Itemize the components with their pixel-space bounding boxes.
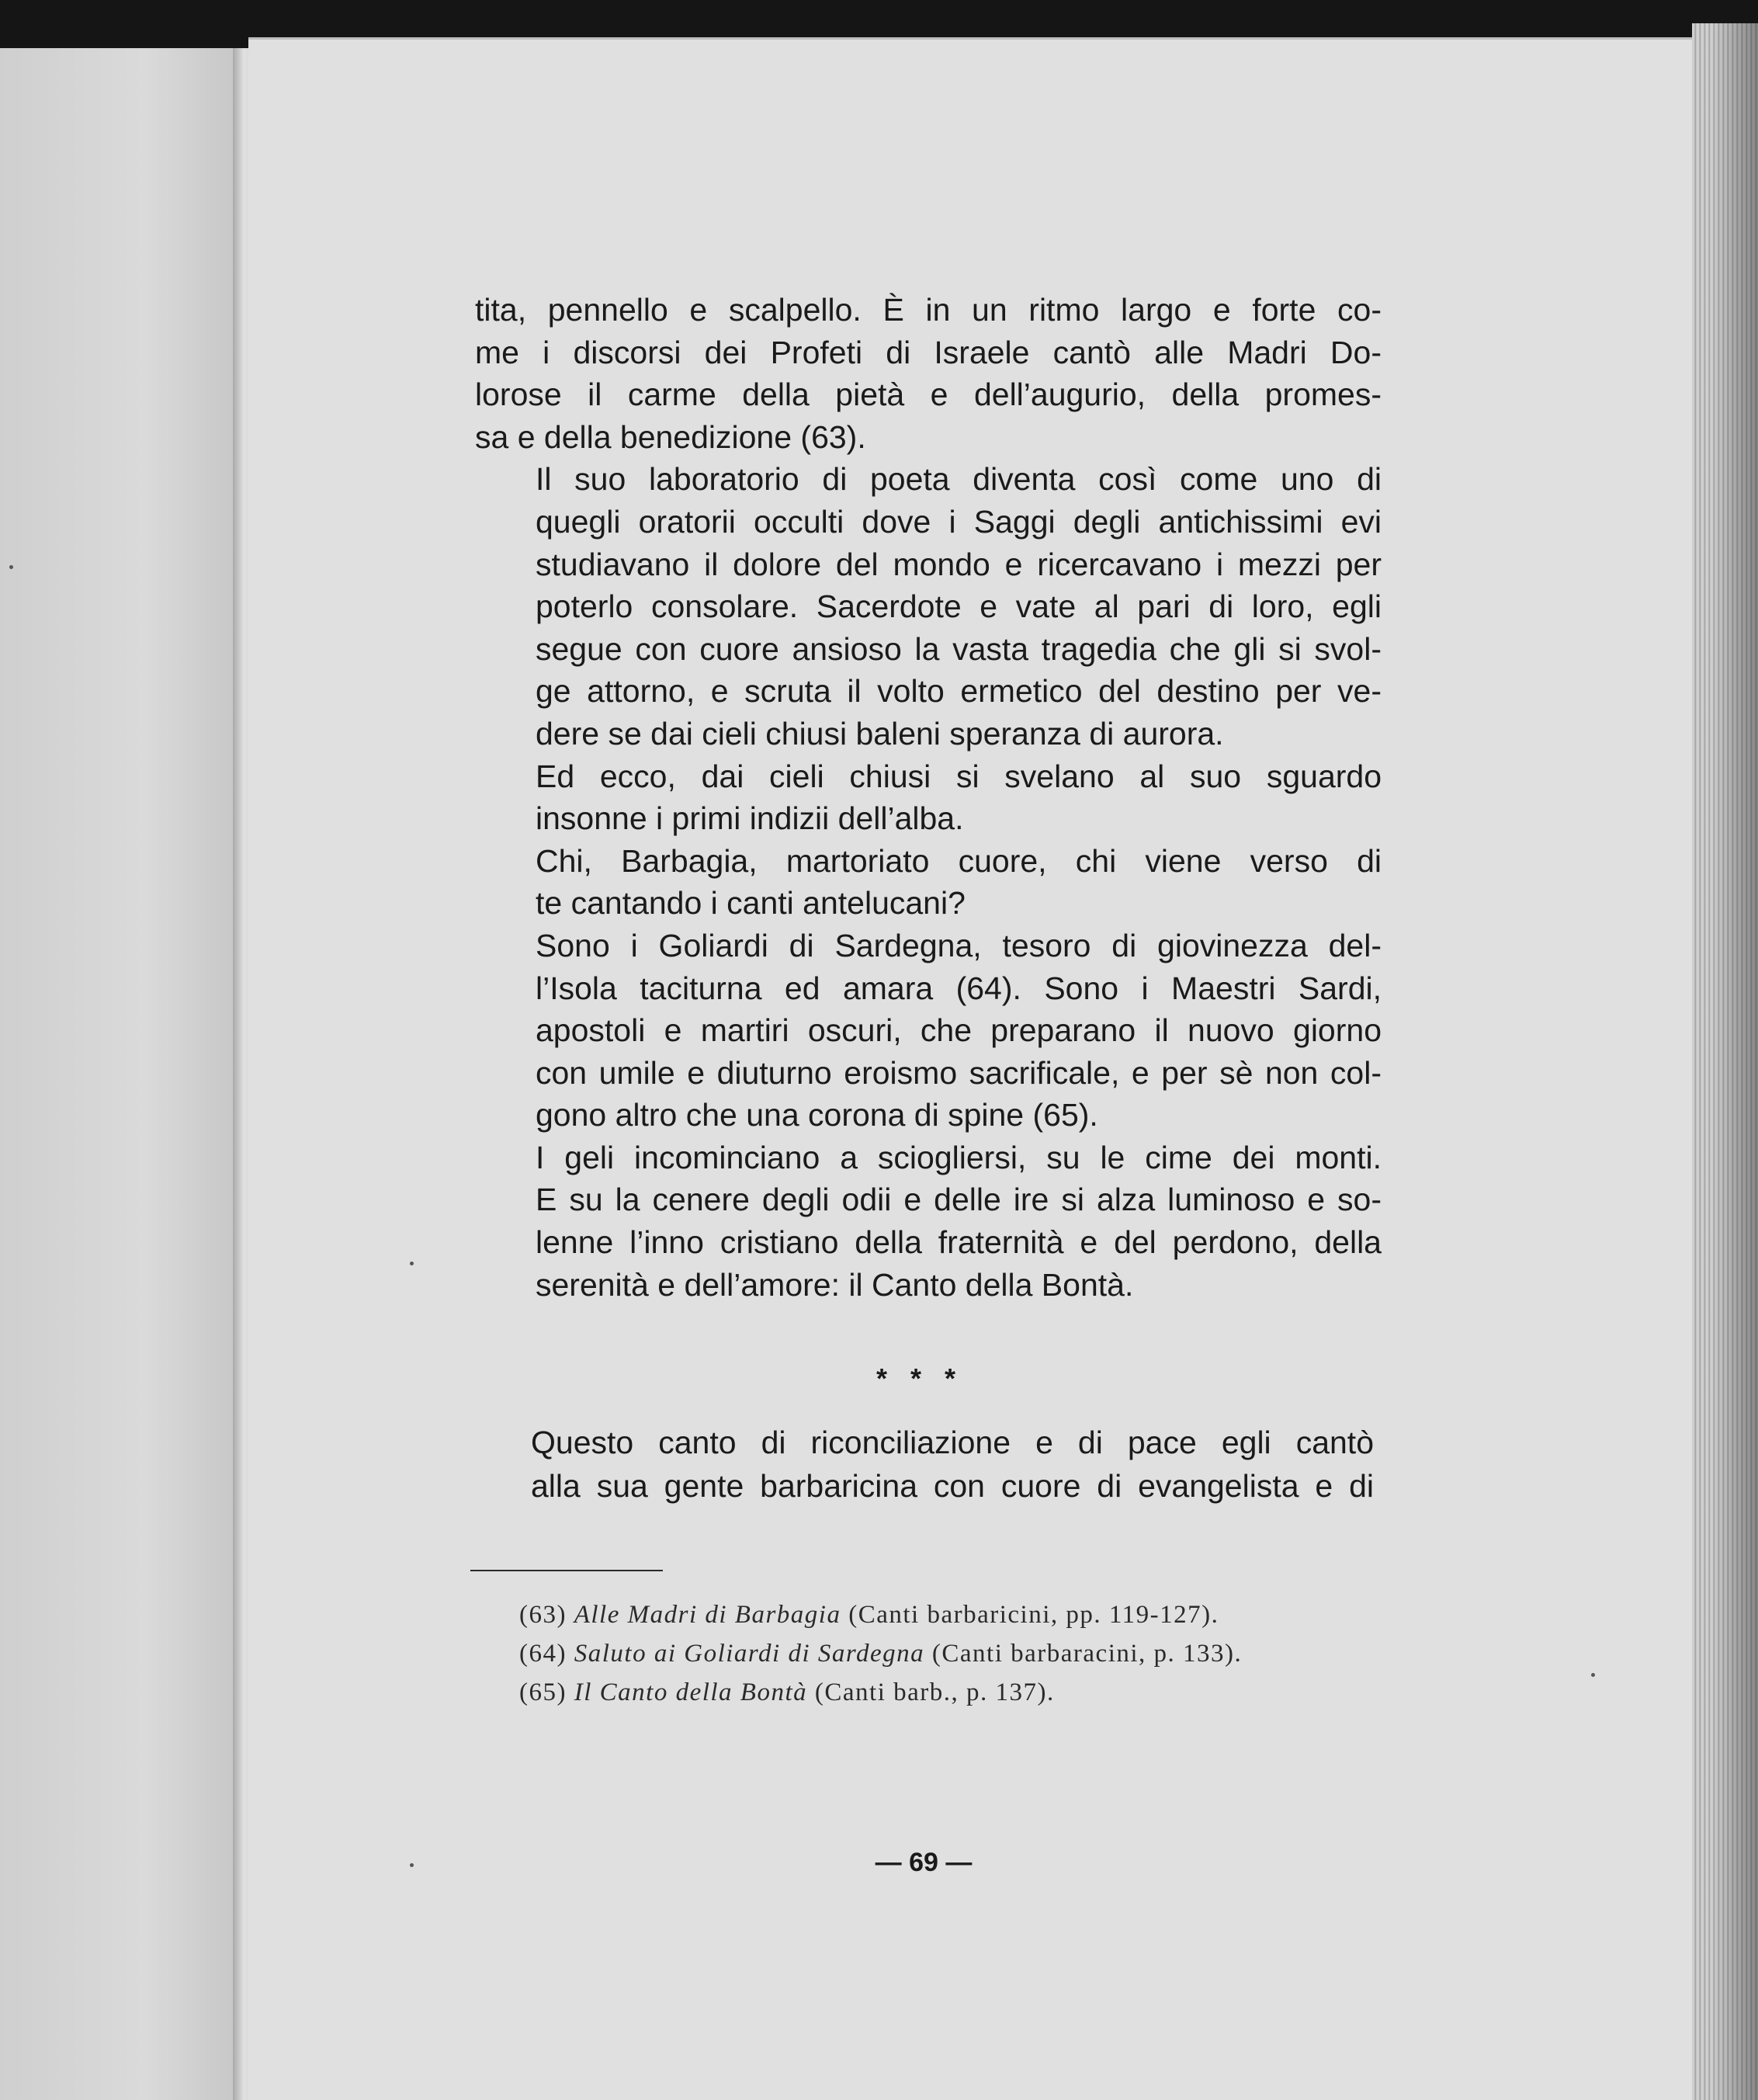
second-section-text [467,1421,1374,1508]
body-paragraph [475,755,1382,840]
text-line: studiavano il dolore del mondo e ricercavano i mezzi per [536,546,1382,582]
body-paragraph [475,458,1382,755]
text-line: E su la cenere degli odii e delle ire si alza luminoso e so- [536,1182,1382,1218]
footnote-reference: (Canti barbaracini, p. 133). [931,1640,1243,1668]
page-edge-shadow [1711,23,1758,2100]
footnote [469,1638,1378,1669]
footnote-title: Il Canto della Bontà [574,1678,808,1706]
section-break: * * * [876,1362,964,1394]
body-paragraph [475,1137,1382,1306]
text-line: ge attorno, e scruta il volto ermetico del destino per ve- [536,673,1382,710]
footnote-number: (65) [519,1678,567,1706]
text-line: segue con cuore ansioso la vasta tragedia che gli si svol- [536,630,1382,667]
text-line: tita, pennello e scalpello. È in un ritmo largo e forte co- [475,292,1382,328]
footnote [469,1599,1378,1630]
text-line: Chi, Barbagia, martoriato cuore, chi viene verso di [536,842,1382,879]
text-line: Ed ecco, dai cieli chiusi si svelano al suo sguardo [536,758,1382,794]
page-number: — 69 — [875,1848,973,1877]
scan-speck [1591,1673,1595,1677]
text-line: insonne i primi indizii dell’alba. [536,800,964,837]
text-line: dere se dai cieli chiusi baleni speranza di aurora. [536,715,1224,751]
text-line: quegli oratorii occulti dove i Saggi degli antichissimi evi [536,503,1382,540]
footnote-title: Alle Madri di Barbagia [574,1601,841,1629]
footnote-separator [470,1570,663,1571]
text-line: Il suo laboratorio di poeta diventa così come uno di [536,461,1382,498]
body-paragraph [475,925,1382,1137]
body-paragraph [475,840,1382,925]
body-paragraph [467,1421,1374,1508]
main-body-text [475,289,1382,1306]
scan-speck [410,1262,414,1265]
scan-speck [9,565,13,569]
footnote-title: Saluto ai Goliardi di Sardegna [574,1640,925,1668]
text-line: lenne l’inno cristiano della fraternità e del perdono, della [536,1224,1382,1261]
text-line: apostoli e martiri oscuri, che preparano il nuovo giorno [536,1012,1382,1049]
footnote-reference: (Canti barbaricini, pp. 119-127). [848,1601,1219,1629]
text-line: lorose il carme della pietà e dell’augurio, della promes- [475,377,1382,413]
text-line: me i discorsi dei Profeti di Israele cantò alle Madri Do- [475,334,1382,370]
text-line: serenità e dell’amore: il Canto della Bontà. [536,1266,1134,1303]
footnote [469,1677,1378,1708]
footnote-reference: (Canti barb., p. 137). [814,1678,1055,1706]
text-line: sa e della benedizione (63). [475,418,866,455]
footnotes [469,1599,1378,1716]
footnote-number: (64) [519,1640,567,1668]
text-line: Questo canto di riconciliazione e di pace egli cantò [531,1425,1374,1460]
scan-speck [410,1863,414,1867]
left-page-edge [0,48,242,2100]
text-line: l’Isola taciturna ed amara (64). Sono i Maestri Sardi, [536,970,1382,1006]
text-line: I geli incominciano a sciogliersi, su le cime dei monti. [536,1139,1382,1175]
text-line: con umile e diuturno eroismo sacrificale, e per sè non col- [536,1054,1382,1091]
text-line: poterlo consolare. Sacerdote e vate al pari di loro, egli [536,588,1382,625]
text-line: gono altro che una corona di spine (65). [536,1097,1098,1133]
footnote-number: (63) [519,1601,567,1629]
body-paragraph [475,289,1382,458]
text-line: Sono i Goliardi di Sardegna, tesoro di giovinezza del- [536,927,1382,963]
text-line: alla sua gente barbaricina con cuore di evangelista e di [531,1468,1374,1504]
text-line: te cantando i canti antelucani? [536,885,966,922]
